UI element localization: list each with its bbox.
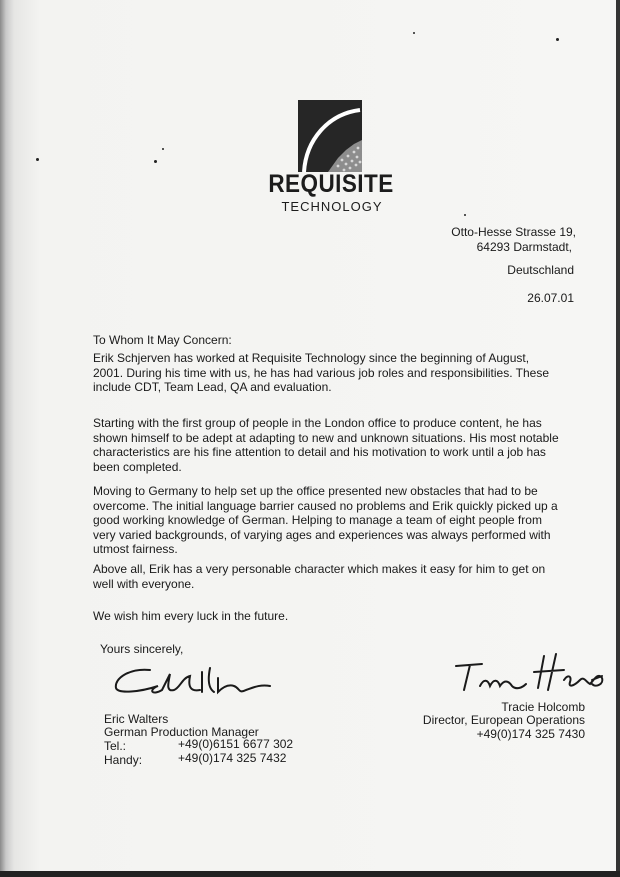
closing: Yours sincerely, [100, 642, 184, 656]
paragraph-line: characteristics are his fine attention to detail and his motivation to work until a job has [93, 445, 546, 459]
paragraph-line: good working knowledge of German. Helping to manage a team of eight people from [93, 513, 542, 527]
paragraph-line: 2001. During his time with us, he has had various job roles and responsibilities. These [93, 365, 550, 380]
body-paragraph [93, 609, 583, 624]
scan-edge-right [616, 0, 620, 877]
signatory-right-phone: +49(0)174 325 7430 [476, 727, 585, 741]
signatory-right-name: Tracie Holcomb [501, 700, 585, 714]
paragraph-line: Above all, Erik has a very personable character which makes it easy for him to get on [93, 562, 546, 576]
paragraph-line: Erik Schjerven has worked at Requisite Technology since the beginning of August, [93, 351, 530, 365]
scan-edge-bottom [0, 871, 620, 877]
scan-speck [464, 214, 466, 216]
signature-tracie-holcomb [452, 650, 612, 696]
handy-number: +49(0)174 325 7432 [178, 751, 287, 765]
body-paragraph [93, 416, 583, 474]
paragraph-line: Starting with the first group of people in the London office to produce content, he has [93, 416, 542, 430]
logo-mark-icon [298, 100, 362, 172]
letter-date: 26.07.01 [527, 291, 574, 305]
signature-eric-walters [110, 660, 275, 700]
scan-speck [413, 32, 415, 34]
body-paragraph [93, 562, 583, 591]
signatory-left-name: Eric Walters [104, 712, 169, 726]
address-street: Otto-Hesse Strasse 19, [451, 225, 576, 239]
scan-speck [154, 160, 157, 163]
logo-wordmark: REQUISITE [268, 170, 394, 198]
paragraph-line: Moving to Germany to help set up the office presented new obstacles that had to be [93, 484, 538, 498]
body-paragraph [93, 351, 583, 395]
logo-tagline: TECHNOLOGY [281, 199, 383, 214]
paragraph-line: very varied backgrounds, of varying ages and experiences was always performed with [93, 527, 551, 542]
body-paragraph [93, 484, 583, 557]
scan-speck [556, 38, 559, 41]
scan-speck [36, 158, 39, 161]
handy-label: Handy: [104, 753, 143, 767]
paragraph-line: shown himself to be adept at adapting to new and unknown situations. His most notable [93, 430, 559, 445]
tel-number: +49(0)6151 6677 302 [178, 737, 294, 751]
paragraph-line: utmost fairness. [93, 542, 178, 556]
paragraph-line: include CDT, Team Lead, QA and evaluation. [93, 380, 332, 394]
paragraph-line: well with everyone. [93, 576, 195, 591]
tel-label: Tel.: [104, 739, 127, 753]
paragraph-line: We wish him every luck in the future. [93, 609, 289, 623]
salutation: To Whom It May Concern: [93, 333, 232, 347]
company-logo [256, 100, 406, 215]
paragraph-line: been completed. [93, 459, 182, 474]
scan-speck [162, 148, 164, 150]
signatory-right-title: Director, European Operations [422, 713, 585, 727]
address-city: 64293 Darmstadt, [476, 240, 572, 254]
address-country: Deutschland [507, 263, 574, 277]
paragraph-line: overcome. The initial language barrier caused no problems and Erik quickly picked up a [93, 498, 558, 513]
signatory-left-title: German Production Manager [104, 725, 259, 739]
